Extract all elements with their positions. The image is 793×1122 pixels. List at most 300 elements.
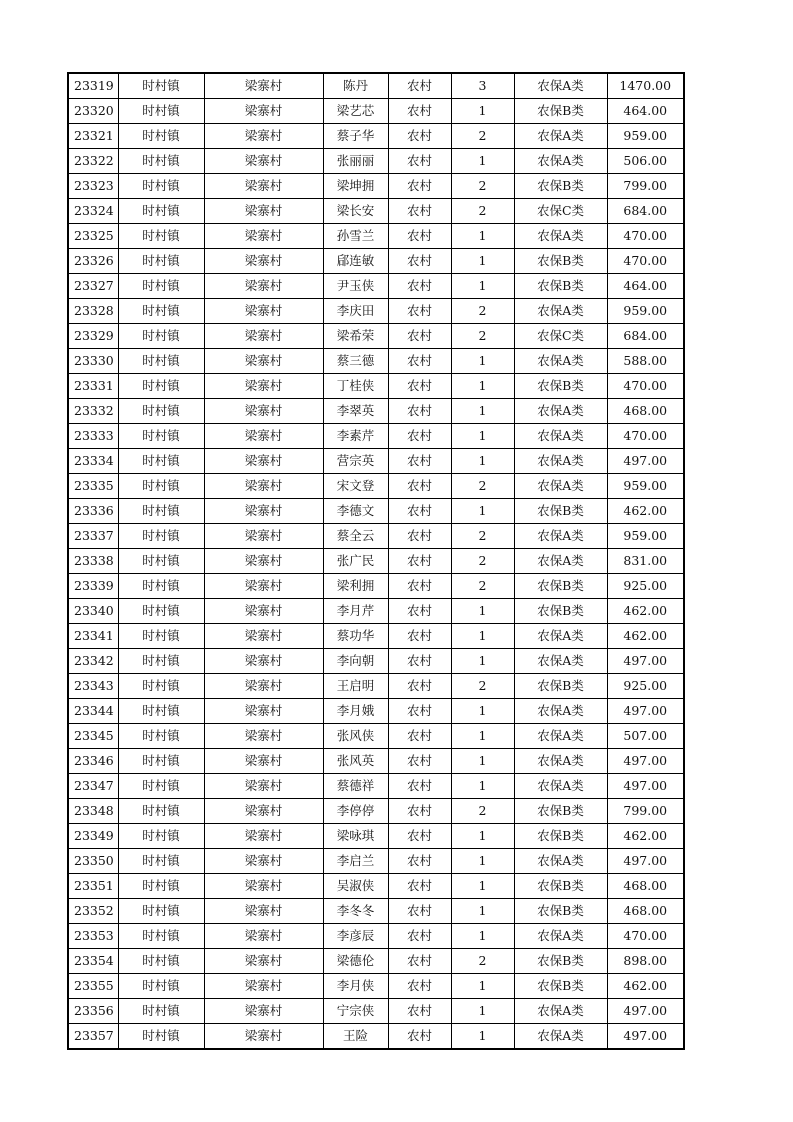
household-count-cell: 2 bbox=[451, 949, 514, 974]
residence-type-cell: 农村 bbox=[388, 349, 451, 374]
residence-type-cell: 农村 bbox=[388, 524, 451, 549]
table-row bbox=[68, 849, 684, 874]
township-cell: 时村镇 bbox=[118, 249, 204, 274]
person-name-cell: 李德文 bbox=[323, 499, 388, 524]
record-id-cell: 23326 bbox=[68, 249, 118, 274]
village-cell: 梁寨村 bbox=[204, 774, 323, 799]
person-name-cell: 李向朝 bbox=[323, 649, 388, 674]
township-cell: 时村镇 bbox=[118, 749, 204, 774]
person-name-cell: 张风英 bbox=[323, 749, 388, 774]
amount-cell: 468.00 bbox=[607, 874, 684, 899]
record-id-cell: 23323 bbox=[68, 174, 118, 199]
amount-cell: 470.00 bbox=[607, 249, 684, 274]
township-cell: 时村镇 bbox=[118, 674, 204, 699]
table-row bbox=[68, 224, 684, 249]
household-count-cell: 1 bbox=[451, 999, 514, 1024]
person-name-cell: 李月侠 bbox=[323, 974, 388, 999]
person-name-cell: 梁德伦 bbox=[323, 949, 388, 974]
household-count-cell: 1 bbox=[451, 99, 514, 124]
household-count-cell: 1 bbox=[451, 424, 514, 449]
residence-type-cell: 农村 bbox=[388, 424, 451, 449]
residence-type-cell: 农村 bbox=[388, 249, 451, 274]
amount-cell: 925.00 bbox=[607, 574, 684, 599]
insurance-category-cell: 农保B类 bbox=[514, 374, 607, 399]
amount-cell: 497.00 bbox=[607, 849, 684, 874]
person-name-cell: 孙雪兰 bbox=[323, 224, 388, 249]
village-cell: 梁寨村 bbox=[204, 874, 323, 899]
township-cell: 时村镇 bbox=[118, 549, 204, 574]
insurance-category-cell: 农保A类 bbox=[514, 224, 607, 249]
table-row bbox=[68, 199, 684, 224]
table-row bbox=[68, 974, 684, 999]
amount-cell: 1470.00 bbox=[607, 73, 684, 99]
residence-type-cell: 农村 bbox=[388, 73, 451, 99]
household-count-cell: 2 bbox=[451, 574, 514, 599]
table-row bbox=[68, 399, 684, 424]
household-count-cell: 1 bbox=[451, 274, 514, 299]
insurance-category-cell: 农保A类 bbox=[514, 73, 607, 99]
residence-type-cell: 农村 bbox=[388, 949, 451, 974]
person-name-cell: 李停停 bbox=[323, 799, 388, 824]
residence-type-cell: 农村 bbox=[388, 499, 451, 524]
amount-cell: 468.00 bbox=[607, 899, 684, 924]
table-row bbox=[68, 724, 684, 749]
residence-type-cell: 农村 bbox=[388, 449, 451, 474]
residence-type-cell: 农村 bbox=[388, 924, 451, 949]
residence-type-cell: 农村 bbox=[388, 199, 451, 224]
village-cell: 梁寨村 bbox=[204, 449, 323, 474]
amount-cell: 468.00 bbox=[607, 399, 684, 424]
household-count-cell: 2 bbox=[451, 799, 514, 824]
amount-cell: 462.00 bbox=[607, 499, 684, 524]
person-name-cell: 李庆田 bbox=[323, 299, 388, 324]
village-cell: 梁寨村 bbox=[204, 599, 323, 624]
residence-type-cell: 农村 bbox=[388, 574, 451, 599]
table-row bbox=[68, 349, 684, 374]
township-cell: 时村镇 bbox=[118, 474, 204, 499]
amount-cell: 831.00 bbox=[607, 549, 684, 574]
residence-type-cell: 农村 bbox=[388, 474, 451, 499]
insurance-category-cell: 农保A类 bbox=[514, 124, 607, 149]
amount-cell: 497.00 bbox=[607, 699, 684, 724]
village-cell: 梁寨村 bbox=[204, 274, 323, 299]
record-id-cell: 23319 bbox=[68, 73, 118, 99]
household-count-cell: 1 bbox=[451, 374, 514, 399]
amount-cell: 464.00 bbox=[607, 274, 684, 299]
village-cell: 梁寨村 bbox=[204, 949, 323, 974]
insurance-category-cell: 农保A类 bbox=[514, 924, 607, 949]
residence-type-cell: 农村 bbox=[388, 874, 451, 899]
village-cell: 梁寨村 bbox=[204, 649, 323, 674]
record-id-cell: 23333 bbox=[68, 424, 118, 449]
person-name-cell: 李素芹 bbox=[323, 424, 388, 449]
household-count-cell: 1 bbox=[451, 399, 514, 424]
record-id-cell: 23329 bbox=[68, 324, 118, 349]
person-name-cell: 蔡子华 bbox=[323, 124, 388, 149]
insurance-category-cell: 农保B类 bbox=[514, 249, 607, 274]
person-name-cell: 尹玉侠 bbox=[323, 274, 388, 299]
record-id-cell: 23336 bbox=[68, 499, 118, 524]
table-row bbox=[68, 699, 684, 724]
township-cell: 时村镇 bbox=[118, 499, 204, 524]
village-cell: 梁寨村 bbox=[204, 73, 323, 99]
amount-cell: 470.00 bbox=[607, 224, 684, 249]
person-name-cell: 梁希荣 bbox=[323, 324, 388, 349]
amount-cell: 959.00 bbox=[607, 124, 684, 149]
table-row bbox=[68, 499, 684, 524]
insurance-category-cell: 农保A类 bbox=[514, 624, 607, 649]
insurance-category-cell: 农保A类 bbox=[514, 474, 607, 499]
person-name-cell: 王启明 bbox=[323, 674, 388, 699]
table-row bbox=[68, 549, 684, 574]
amount-cell: 959.00 bbox=[607, 524, 684, 549]
table-row bbox=[68, 474, 684, 499]
residence-type-cell: 农村 bbox=[388, 824, 451, 849]
amount-cell: 462.00 bbox=[607, 599, 684, 624]
township-cell: 时村镇 bbox=[118, 574, 204, 599]
township-cell: 时村镇 bbox=[118, 349, 204, 374]
township-cell: 时村镇 bbox=[118, 1024, 204, 1050]
amount-cell: 470.00 bbox=[607, 374, 684, 399]
amount-cell: 898.00 bbox=[607, 949, 684, 974]
insurance-category-cell: 农保B类 bbox=[514, 899, 607, 924]
township-cell: 时村镇 bbox=[118, 224, 204, 249]
table-row bbox=[68, 249, 684, 274]
person-name-cell: 梁坤拥 bbox=[323, 174, 388, 199]
table-row bbox=[68, 949, 684, 974]
township-cell: 时村镇 bbox=[118, 599, 204, 624]
record-id-cell: 23342 bbox=[68, 649, 118, 674]
insurance-category-cell: 农保A类 bbox=[514, 149, 607, 174]
village-cell: 梁寨村 bbox=[204, 349, 323, 374]
amount-cell: 497.00 bbox=[607, 1024, 684, 1050]
record-id-cell: 23353 bbox=[68, 924, 118, 949]
township-cell: 时村镇 bbox=[118, 624, 204, 649]
residence-type-cell: 农村 bbox=[388, 549, 451, 574]
insurance-category-cell: 农保B类 bbox=[514, 674, 607, 699]
insurance-category-cell: 农保A类 bbox=[514, 999, 607, 1024]
record-id-cell: 23330 bbox=[68, 349, 118, 374]
household-count-cell: 3 bbox=[451, 73, 514, 99]
residence-type-cell: 农村 bbox=[388, 324, 451, 349]
insurance-category-cell: 农保B类 bbox=[514, 574, 607, 599]
insurance-category-cell: 农保B类 bbox=[514, 599, 607, 624]
table-row bbox=[68, 799, 684, 824]
residence-type-cell: 农村 bbox=[388, 399, 451, 424]
record-id-cell: 23320 bbox=[68, 99, 118, 124]
residence-type-cell: 农村 bbox=[388, 849, 451, 874]
township-cell: 时村镇 bbox=[118, 699, 204, 724]
township-cell: 时村镇 bbox=[118, 374, 204, 399]
township-cell: 时村镇 bbox=[118, 99, 204, 124]
village-cell: 梁寨村 bbox=[204, 824, 323, 849]
township-cell: 时村镇 bbox=[118, 299, 204, 324]
person-name-cell: 梁长安 bbox=[323, 199, 388, 224]
insurance-category-cell: 农保C类 bbox=[514, 324, 607, 349]
insurance-category-cell: 农保A类 bbox=[514, 299, 607, 324]
amount-cell: 925.00 bbox=[607, 674, 684, 699]
table-row bbox=[68, 449, 684, 474]
residence-type-cell: 农村 bbox=[388, 674, 451, 699]
village-cell: 梁寨村 bbox=[204, 724, 323, 749]
household-count-cell: 2 bbox=[451, 124, 514, 149]
household-count-cell: 1 bbox=[451, 974, 514, 999]
amount-cell: 497.00 bbox=[607, 999, 684, 1024]
village-cell: 梁寨村 bbox=[204, 574, 323, 599]
township-cell: 时村镇 bbox=[118, 799, 204, 824]
table-row bbox=[68, 524, 684, 549]
residence-type-cell: 农村 bbox=[388, 624, 451, 649]
residence-type-cell: 农村 bbox=[388, 1024, 451, 1050]
record-id-cell: 23345 bbox=[68, 724, 118, 749]
insurance-category-cell: 农保A类 bbox=[514, 749, 607, 774]
person-name-cell: 梁艺芯 bbox=[323, 99, 388, 124]
person-name-cell: 梁咏琪 bbox=[323, 824, 388, 849]
household-count-cell: 1 bbox=[451, 224, 514, 249]
person-name-cell: 宁宗侠 bbox=[323, 999, 388, 1024]
insurance-category-cell: 农保B类 bbox=[514, 274, 607, 299]
record-id-cell: 23327 bbox=[68, 274, 118, 299]
amount-cell: 497.00 bbox=[607, 649, 684, 674]
person-name-cell: 张广民 bbox=[323, 549, 388, 574]
insurance-category-cell: 农保A类 bbox=[514, 424, 607, 449]
table-row bbox=[68, 899, 684, 924]
amount-cell: 799.00 bbox=[607, 174, 684, 199]
amount-cell: 507.00 bbox=[607, 724, 684, 749]
household-count-cell: 1 bbox=[451, 899, 514, 924]
insurance-category-cell: 农保B类 bbox=[514, 799, 607, 824]
person-name-cell: 陈丹 bbox=[323, 73, 388, 99]
household-count-cell: 2 bbox=[451, 299, 514, 324]
record-id-cell: 23355 bbox=[68, 974, 118, 999]
village-cell: 梁寨村 bbox=[204, 999, 323, 1024]
record-id-cell: 23324 bbox=[68, 199, 118, 224]
village-cell: 梁寨村 bbox=[204, 524, 323, 549]
township-cell: 时村镇 bbox=[118, 149, 204, 174]
table-row bbox=[68, 424, 684, 449]
township-cell: 时村镇 bbox=[118, 274, 204, 299]
township-cell: 时村镇 bbox=[118, 999, 204, 1024]
amount-cell: 684.00 bbox=[607, 324, 684, 349]
household-count-cell: 1 bbox=[451, 249, 514, 274]
household-count-cell: 1 bbox=[451, 599, 514, 624]
person-name-cell: 梁利拥 bbox=[323, 574, 388, 599]
amount-cell: 684.00 bbox=[607, 199, 684, 224]
village-cell: 梁寨村 bbox=[204, 199, 323, 224]
insurance-category-cell: 农保A类 bbox=[514, 774, 607, 799]
amount-cell: 959.00 bbox=[607, 474, 684, 499]
village-cell: 梁寨村 bbox=[204, 849, 323, 874]
residence-type-cell: 农村 bbox=[388, 699, 451, 724]
village-cell: 梁寨村 bbox=[204, 374, 323, 399]
township-cell: 时村镇 bbox=[118, 824, 204, 849]
village-cell: 梁寨村 bbox=[204, 699, 323, 724]
township-cell: 时村镇 bbox=[118, 974, 204, 999]
record-id-cell: 23337 bbox=[68, 524, 118, 549]
household-count-cell: 1 bbox=[451, 924, 514, 949]
person-name-cell: 张丽丽 bbox=[323, 149, 388, 174]
residence-type-cell: 农村 bbox=[388, 99, 451, 124]
record-id-cell: 23346 bbox=[68, 749, 118, 774]
person-name-cell: 蔡德祥 bbox=[323, 774, 388, 799]
township-cell: 时村镇 bbox=[118, 849, 204, 874]
record-id-cell: 23349 bbox=[68, 824, 118, 849]
village-cell: 梁寨村 bbox=[204, 1024, 323, 1050]
table-row bbox=[68, 324, 684, 349]
township-cell: 时村镇 bbox=[118, 524, 204, 549]
residence-type-cell: 农村 bbox=[388, 649, 451, 674]
village-cell: 梁寨村 bbox=[204, 249, 323, 274]
record-id-cell: 23350 bbox=[68, 849, 118, 874]
amount-cell: 497.00 bbox=[607, 774, 684, 799]
amount-cell: 588.00 bbox=[607, 349, 684, 374]
household-count-cell: 2 bbox=[451, 324, 514, 349]
township-cell: 时村镇 bbox=[118, 649, 204, 674]
household-count-cell: 1 bbox=[451, 149, 514, 174]
table-row bbox=[68, 999, 684, 1024]
amount-cell: 462.00 bbox=[607, 974, 684, 999]
record-id-cell: 23328 bbox=[68, 299, 118, 324]
household-count-cell: 2 bbox=[451, 174, 514, 199]
person-name-cell: 李月芹 bbox=[323, 599, 388, 624]
household-count-cell: 1 bbox=[451, 774, 514, 799]
village-cell: 梁寨村 bbox=[204, 799, 323, 824]
household-count-cell: 1 bbox=[451, 724, 514, 749]
insurance-category-cell: 农保A类 bbox=[514, 549, 607, 574]
village-cell: 梁寨村 bbox=[204, 474, 323, 499]
table-row bbox=[68, 374, 684, 399]
insurance-category-cell: 农保A类 bbox=[514, 649, 607, 674]
village-cell: 梁寨村 bbox=[204, 549, 323, 574]
insurance-category-cell: 农保A类 bbox=[514, 849, 607, 874]
residence-type-cell: 农村 bbox=[388, 799, 451, 824]
amount-cell: 799.00 bbox=[607, 799, 684, 824]
village-cell: 梁寨村 bbox=[204, 424, 323, 449]
record-id-cell: 23341 bbox=[68, 624, 118, 649]
table-row bbox=[68, 774, 684, 799]
insurance-category-cell: 农保B类 bbox=[514, 949, 607, 974]
record-id-cell: 23351 bbox=[68, 874, 118, 899]
amount-cell: 497.00 bbox=[607, 449, 684, 474]
household-count-cell: 1 bbox=[451, 849, 514, 874]
insurance-category-cell: 农保C类 bbox=[514, 199, 607, 224]
village-cell: 梁寨村 bbox=[204, 149, 323, 174]
household-count-cell: 1 bbox=[451, 649, 514, 674]
township-cell: 时村镇 bbox=[118, 324, 204, 349]
household-count-cell: 2 bbox=[451, 199, 514, 224]
insurance-category-cell: 农保A类 bbox=[514, 724, 607, 749]
residence-type-cell: 农村 bbox=[388, 174, 451, 199]
person-name-cell: 张风侠 bbox=[323, 724, 388, 749]
record-id-cell: 23348 bbox=[68, 799, 118, 824]
residence-type-cell: 农村 bbox=[388, 899, 451, 924]
household-count-cell: 2 bbox=[451, 549, 514, 574]
record-id-cell: 23322 bbox=[68, 149, 118, 174]
household-count-cell: 1 bbox=[451, 624, 514, 649]
residence-type-cell: 农村 bbox=[388, 224, 451, 249]
record-id-cell: 23338 bbox=[68, 549, 118, 574]
village-cell: 梁寨村 bbox=[204, 924, 323, 949]
residence-type-cell: 农村 bbox=[388, 374, 451, 399]
amount-cell: 462.00 bbox=[607, 624, 684, 649]
household-count-cell: 1 bbox=[451, 749, 514, 774]
residence-type-cell: 农村 bbox=[388, 274, 451, 299]
insurance-category-cell: 农保A类 bbox=[514, 349, 607, 374]
township-cell: 时村镇 bbox=[118, 774, 204, 799]
person-name-cell: 吴淑侠 bbox=[323, 874, 388, 899]
insurance-category-cell: 农保A类 bbox=[514, 524, 607, 549]
insurance-category-cell: 农保B类 bbox=[514, 824, 607, 849]
person-name-cell: 蔡全云 bbox=[323, 524, 388, 549]
residence-type-cell: 农村 bbox=[388, 974, 451, 999]
village-cell: 梁寨村 bbox=[204, 124, 323, 149]
township-cell: 时村镇 bbox=[118, 174, 204, 199]
village-cell: 梁寨村 bbox=[204, 899, 323, 924]
household-count-cell: 1 bbox=[451, 499, 514, 524]
amount-cell: 959.00 bbox=[607, 299, 684, 324]
village-cell: 梁寨村 bbox=[204, 624, 323, 649]
record-id-cell: 23332 bbox=[68, 399, 118, 424]
record-id-cell: 23339 bbox=[68, 574, 118, 599]
village-cell: 梁寨村 bbox=[204, 499, 323, 524]
amount-cell: 470.00 bbox=[607, 424, 684, 449]
residence-type-cell: 农村 bbox=[388, 599, 451, 624]
household-count-cell: 1 bbox=[451, 874, 514, 899]
table-body bbox=[68, 73, 684, 1049]
table-row bbox=[68, 274, 684, 299]
village-cell: 梁寨村 bbox=[204, 299, 323, 324]
table-row bbox=[68, 874, 684, 899]
residence-type-cell: 农村 bbox=[388, 149, 451, 174]
record-id-cell: 23347 bbox=[68, 774, 118, 799]
township-cell: 时村镇 bbox=[118, 73, 204, 99]
amount-cell: 506.00 bbox=[607, 149, 684, 174]
insurance-category-cell: 农保A类 bbox=[514, 449, 607, 474]
township-cell: 时村镇 bbox=[118, 124, 204, 149]
record-id-cell: 23321 bbox=[68, 124, 118, 149]
township-cell: 时村镇 bbox=[118, 724, 204, 749]
household-count-cell: 1 bbox=[451, 349, 514, 374]
person-name-cell: 宋文登 bbox=[323, 474, 388, 499]
insurance-category-cell: 农保A类 bbox=[514, 1024, 607, 1050]
table-row bbox=[68, 649, 684, 674]
village-cell: 梁寨村 bbox=[204, 974, 323, 999]
person-name-cell: 营宗英 bbox=[323, 449, 388, 474]
table-row bbox=[68, 124, 684, 149]
table-row bbox=[68, 674, 684, 699]
village-cell: 梁寨村 bbox=[204, 324, 323, 349]
township-cell: 时村镇 bbox=[118, 424, 204, 449]
record-id-cell: 23334 bbox=[68, 449, 118, 474]
insurance-category-cell: 农保B类 bbox=[514, 99, 607, 124]
person-name-cell: 李彦辰 bbox=[323, 924, 388, 949]
residence-type-cell: 农村 bbox=[388, 724, 451, 749]
record-id-cell: 23331 bbox=[68, 374, 118, 399]
person-name-cell: 李启兰 bbox=[323, 849, 388, 874]
amount-cell: 497.00 bbox=[607, 749, 684, 774]
residence-type-cell: 农村 bbox=[388, 774, 451, 799]
table-row bbox=[68, 1024, 684, 1050]
residence-type-cell: 农村 bbox=[388, 124, 451, 149]
village-cell: 梁寨村 bbox=[204, 399, 323, 424]
table-row bbox=[68, 599, 684, 624]
township-cell: 时村镇 bbox=[118, 399, 204, 424]
person-name-cell: 李翠英 bbox=[323, 399, 388, 424]
township-cell: 时村镇 bbox=[118, 199, 204, 224]
record-id-cell: 23343 bbox=[68, 674, 118, 699]
insurance-category-cell: 农保B类 bbox=[514, 174, 607, 199]
table-row bbox=[68, 624, 684, 649]
